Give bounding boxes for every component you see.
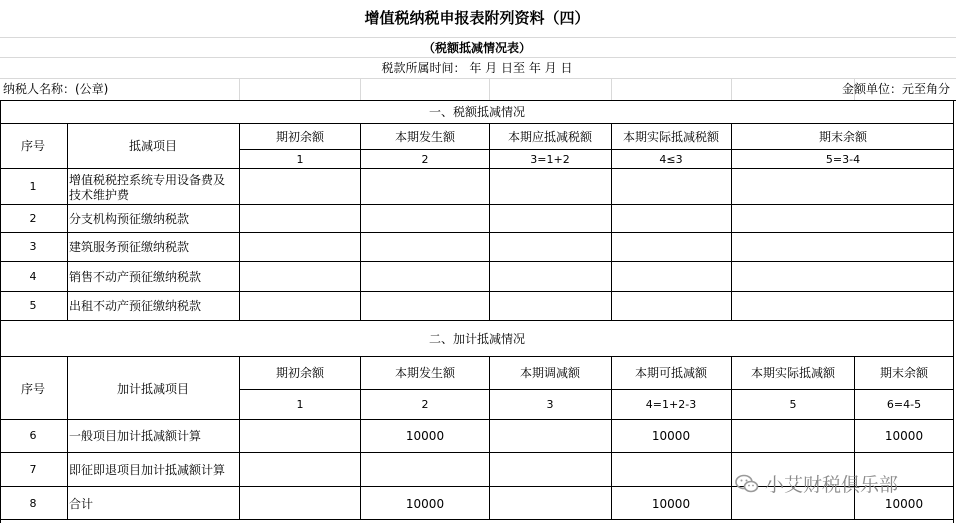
gridline xyxy=(611,78,612,100)
border xyxy=(239,356,240,520)
s1-header-deductible: 本期应抵减税额 xyxy=(507,130,593,144)
s2-row-no: 6 xyxy=(29,429,37,442)
s2-code: 4=1+2-3 xyxy=(645,398,697,411)
s2-code: 6=4-5 xyxy=(886,398,922,411)
border xyxy=(360,123,361,320)
border xyxy=(0,123,954,124)
s1-header-actual: 本期实际抵减税额 xyxy=(622,130,720,144)
s1-code: 5=3-4 xyxy=(825,153,861,166)
s2-row-value: 10000 xyxy=(884,497,924,511)
wechat-icon xyxy=(735,474,759,494)
s1-header-opening: 期初余额 xyxy=(275,130,325,144)
s2-header-adjusted: 本期调减额 xyxy=(519,366,581,380)
s1-header-incurred: 本期发生额 xyxy=(394,130,456,144)
s2-row-value: 10000 xyxy=(651,429,691,443)
border xyxy=(0,291,954,292)
s1-header-item: 抵减项目 xyxy=(128,139,178,153)
border xyxy=(0,100,1,523)
s1-row-item: 出租不动产预征缴纳税款 xyxy=(69,299,202,313)
border xyxy=(0,356,954,357)
s1-row-item: 分支机构预征缴纳税款 xyxy=(69,212,190,226)
s1-header-closing: 期末余额 xyxy=(818,130,868,144)
gridline xyxy=(360,78,361,100)
border xyxy=(360,356,361,520)
gridline xyxy=(0,57,956,58)
border xyxy=(0,204,954,205)
s1-row-no: 4 xyxy=(29,270,37,283)
watermark xyxy=(735,470,898,497)
taxpayer-name-label: 纳税人名称：(公章) xyxy=(3,82,109,96)
border xyxy=(489,123,490,320)
s2-row-item: 一般项目加计抵减额计算 xyxy=(69,429,202,443)
s1-row-no: 2 xyxy=(29,212,37,225)
s1-row-no: 3 xyxy=(29,240,37,253)
s2-header-no: 序号 xyxy=(20,382,46,396)
section2-title: 二、加计抵减情况 xyxy=(428,332,526,346)
s2-header-closing: 期末余额 xyxy=(879,366,929,380)
s2-header-item: 加计抵减项目 xyxy=(116,382,190,396)
border xyxy=(0,232,954,233)
border xyxy=(0,519,954,520)
section1-title: 一、税额抵减情况 xyxy=(428,105,526,119)
border xyxy=(611,356,612,520)
border xyxy=(0,261,954,262)
s1-row-item: 技术维护费 xyxy=(69,188,130,202)
s1-row-item: 建筑服务预征缴纳税款 xyxy=(69,240,190,254)
gridline xyxy=(0,78,956,79)
s2-row-item: 即征即退项目加计抵减额计算 xyxy=(69,463,226,477)
s2-row-no: 8 xyxy=(29,497,37,510)
s2-row-value: 10000 xyxy=(405,497,445,511)
s1-row-item: 销售不动产预征缴纳税款 xyxy=(69,270,202,284)
s1-code: 4≤3 xyxy=(659,153,683,166)
gridline xyxy=(0,37,956,38)
border xyxy=(0,419,954,420)
s1-code: 2 xyxy=(421,153,429,166)
s2-code: 5 xyxy=(789,398,797,411)
s1-row-no: 5 xyxy=(29,299,37,312)
border xyxy=(953,100,954,523)
s2-code: 3 xyxy=(546,398,554,411)
s2-code: 1 xyxy=(296,398,304,411)
s2-header-actual: 本期实际抵减额 xyxy=(750,366,836,380)
s2-header-opening: 期初余额 xyxy=(275,366,325,380)
s1-code: 1 xyxy=(296,153,304,166)
s1-code: 3=1+2 xyxy=(530,153,570,166)
gridline xyxy=(731,78,732,100)
page-title: 增值税纳税申报表附列资料（四） xyxy=(364,9,590,27)
border xyxy=(611,123,612,320)
s2-row-value: 10000 xyxy=(884,429,924,443)
s1-row-no: 1 xyxy=(29,180,37,193)
border xyxy=(0,320,954,321)
border xyxy=(0,168,954,169)
s1-header-no: 序号 xyxy=(20,139,46,153)
gridline xyxy=(489,78,490,100)
page-subtitle: （税额抵减情况表） xyxy=(422,41,532,55)
s2-header-incurred: 本期发生额 xyxy=(394,366,456,380)
s2-code: 2 xyxy=(421,398,429,411)
s2-row-value: 10000 xyxy=(405,429,445,443)
border xyxy=(0,452,954,453)
border xyxy=(489,356,490,520)
border xyxy=(239,149,954,150)
border xyxy=(239,389,954,390)
watermark-text: 小艾财税俱乐部 xyxy=(765,474,899,496)
s2-row-item: 合计 xyxy=(69,497,94,511)
s2-header-deductible: 本期可抵减额 xyxy=(634,366,708,380)
border xyxy=(67,356,68,520)
tax-period: 税款所属时间： 年 月 日至 年 月 日 xyxy=(381,61,573,75)
border xyxy=(0,100,956,101)
gridline xyxy=(239,78,240,100)
border xyxy=(239,123,240,320)
border xyxy=(67,123,68,320)
s1-row-item: 增值税税控系统专用设备费及 xyxy=(69,173,226,187)
amount-unit: 金额单位：元至角分 xyxy=(841,82,950,96)
s2-row-no: 7 xyxy=(29,463,37,476)
border xyxy=(731,356,732,520)
border xyxy=(731,123,732,320)
s2-row-value: 10000 xyxy=(651,497,691,511)
